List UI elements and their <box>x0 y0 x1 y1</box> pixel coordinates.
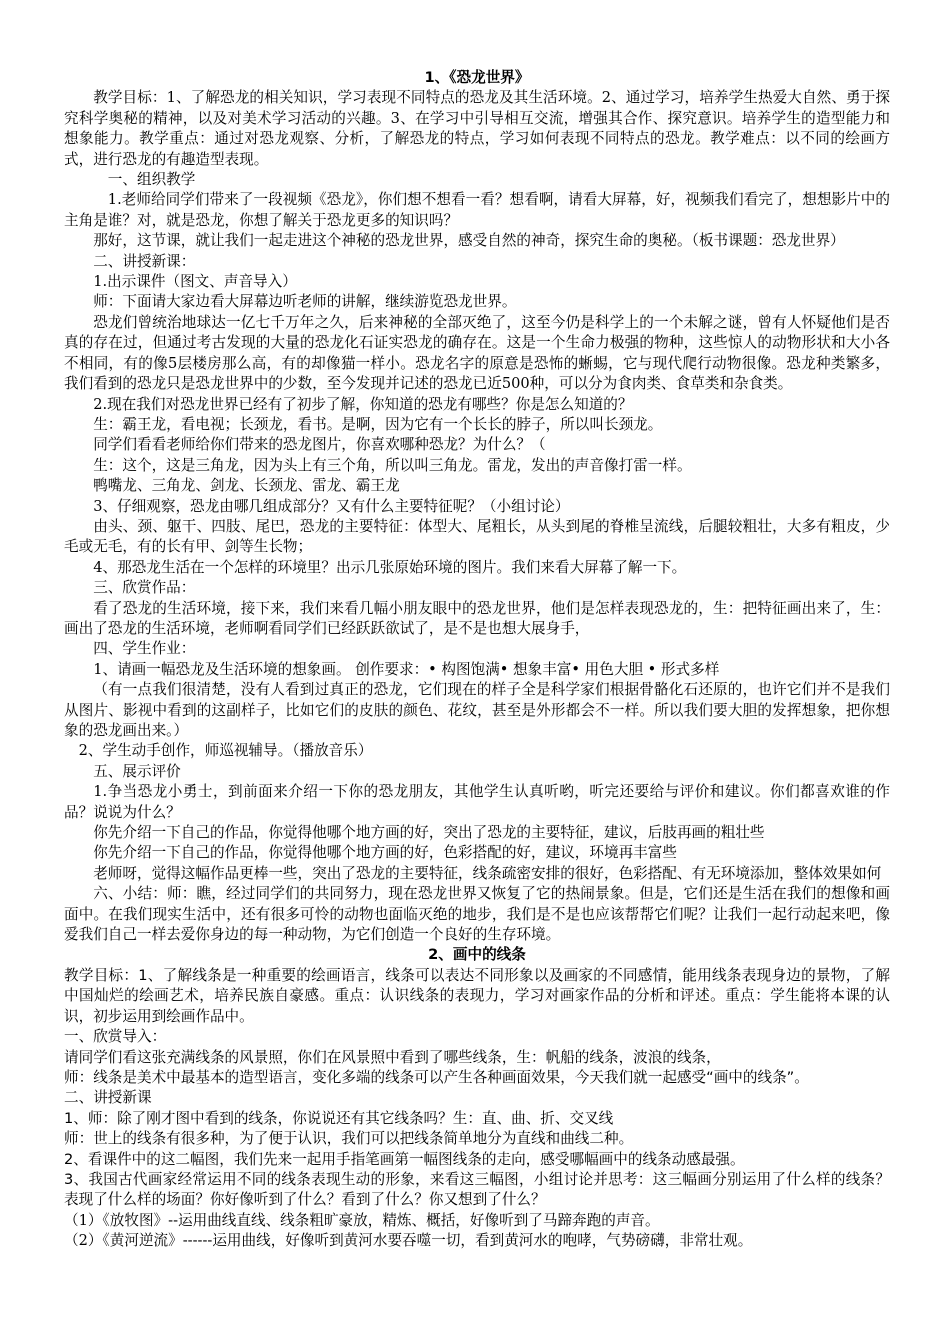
paragraph: （有一点我们很清楚，没有人看到过真正的恐龙，它们现在的样子全是科学家们根据骨骼化石还原的，也许它们并不是我们从图片、影视中看到的这副样子，比如它们的皮肤的颜色、花纹，甚至是外形都会不一样。所以我们要大胆的发挥想象，把你想象的恐龙画出来。） <box>64 681 890 739</box>
paragraph: 3、仔细观察，恐龙由哪几组成部分？又有什么主要特征呢？（小组讨论） <box>93 497 570 515</box>
section-title: 2、画中的线条 <box>428 946 526 964</box>
section-title: 1、《恐龙世界》 <box>424 69 530 86</box>
teaching-objectives: 教学目标：1、了解恐龙的相关知识，学习表现不同特点的恐龙及其生活环境。2、通过学习，培养学生热爱大自然、勇于探究科学奥秘的精神，以及对美术学习活动的兴趣。3、在学习中引导相互交流，增强其合作、探究意识。培养学生的造型能力和想象能力。教学重点：通过对恐龙观察、分析，了解恐龙的特点，学习如何表现不同特点的恐龙。教学难点：以不同的绘画方式，进行恐龙的有趣造型表现。 <box>64 89 890 168</box>
paragraph: 1、师：除了刚才图中看到的线条，你说说还有其它线条吗？生：直、曲、折、交叉线 <box>64 1109 614 1127</box>
paragraph: 4、那恐龙生活在一个怎样的环境里？出示几张原始环境的图片。我们来看大屏幕了解一下。 <box>93 558 687 576</box>
paragraph: 你先介绍一下自己的作品，你觉得他哪个地方画的好，色彩搭配的好，建议，环境再丰富些 <box>93 844 677 862</box>
paragraph: 你先介绍一下自己的作品，你觉得他哪个地方画的好，突出了恐龙的主要特征，建议，后肢再画的粗壮些 <box>93 824 765 842</box>
paragraph: 请同学们看这张充满线条的风景照，你们在风景照中看到了哪些线条，生：帆船的线条，波浪的线条， <box>64 1048 721 1066</box>
list-item: （2）《黄河逆流》------运用曲线，好像听到黄河水要吞噬一切，看到黄河水的咆哮，气势磅礴，非常壮观。 <box>64 1232 753 1250</box>
paragraph: 师：下面请大家边看大屏幕边听老师的讲解，继续游览恐龙世界。 <box>93 293 517 311</box>
teaching-objectives: 教学目标：1、了解线条是一种重要的绘画语言，线条可以表达不同形象以及画家的不同感情，能用线条表现身边的景物，了解中国灿烂的绘画艺术，培养民族自豪感。重点：认识线条的表现力，学习对画家作品的分析和评述。重点：学生能将本课的认识，初步运用到绘画作品中。 <box>64 966 890 1025</box>
list-item: （1）《放牧图》--运用曲线直线、线条粗旷豪放，精炼、概括，好像听到了马蹄奔跑的声音。 <box>64 1211 660 1229</box>
heading-intro: 一、欣赏导入： <box>64 1028 167 1046</box>
paragraph: 师：世上的线条有很多种，为了便于认识，我们可以把线条简单地分为直线和曲线二种。 <box>64 1130 634 1148</box>
paragraph: 由头、颈、躯干、四肢、尾巴，恐龙的主要特征：体型大、尾粗长，从头到尾的脊椎呈流线，后腿较粗壮，大多有粗皮，少毛或无毛，有的长有甲、剑等生长物； <box>64 517 890 556</box>
paragraph: 看了恐龙的生活环境，接下来，我们来看几幅小朋友眼中的恐龙世界，他们是怎样表现恐龙的，生：把特征画出来了，生：画出了恐龙的生活环境，老师啊看同学们已经跃跃欲试了，是不是也想大展身手， <box>64 599 890 637</box>
heading-organize: 一、组织教学 <box>107 171 196 189</box>
paragraph: 老师呀，觉得这幅作品更棒一些，突出了恐龙的主要特征，线条疏密安排的很好，色彩搭配、有无环境添加，整体效果如何 <box>93 864 882 882</box>
paragraph: 生：霸王龙，看电视；长颈龙，看书。是啊，因为它有一个长长的脖子，所以叫长颈龙。 <box>93 415 663 433</box>
paragraph: 1.老师给同学们带来了一段视频《恐龙》，你们想不想看一看？想看啊，请看大屏幕，好，视频我们看完了，想想影片中的主角是谁？对，就是恐龙，你想了解关于恐龙更多的知识吗？ <box>64 191 890 229</box>
paragraph: 2.现在我们对恐龙世界已经有了初步了解，你知道的恐龙有哪些？你是怎么知道的？ <box>93 395 633 413</box>
paragraph: 鸭嘴龙、三角龙、剑龙、长颈龙、雷龙、霸王龙 <box>93 477 400 495</box>
paragraph: 生：这个，这是三角龙，因为头上有三个角，所以叫三角龙。雷龙，发出的声音像打雷一样。 <box>93 456 692 474</box>
paragraph: 同学们看看老师给你们带来的恐龙图片，你喜欢哪种恐龙？为什么？（ <box>93 436 546 454</box>
paragraph: 2、学生动手创作，师巡视辅导。（播放音乐） <box>78 742 373 760</box>
heading-evaluation: 五、展示评价 <box>93 762 181 780</box>
section-dinosaur-world <box>64 68 890 945</box>
paragraph: 那好，这节课，就让我们一起走进这个神秘的恐龙世界，感受自然的神奇，探究生命的奥秘。（板书课题：恐龙世界） <box>93 232 845 250</box>
paragraph: 恐龙们曾统治地球达一亿七千万年之久，后来神秘的全部灭绝了，这至今仍是科学上的一个未解之谜，曾有人怀疑他们是否真的存在过，但通过考古发现的大量的恐龙化石证实恐龙的确存在。这是一个生命力极强的物种，这些惊人的动物形状和大小各不相同，有的像5层楼房那么高，有的却像猫一样小。恐龙名字的原意是恐怖的蜥蜴，它与现代爬行动物很像。恐龙种类繁多，我们看到的恐龙只是恐龙世界中的少数，至今发现并记述的恐龙已近500种，可以分为食肉类、食草类和杂食类。 <box>64 313 890 393</box>
paragraph: 1.出示课件（图文、声音导入） <box>93 273 297 291</box>
paragraph: 2、看课件中的这二幅图，我们先来一起用手指笔画第一幅图线条的走向，感受哪幅画中的线条动感最强。 <box>64 1150 745 1168</box>
heading-new-lesson: 二、讲授新课 <box>64 1089 152 1107</box>
document-page <box>64 68 890 1252</box>
paragraph: 1、请画一幅恐龙及生活环境的想象画。 创作要求：• 构图饱满• 想象丰富• 用色大胆 • 形式多样 <box>93 660 720 678</box>
heading-new-lesson: 二、讲授新课： <box>93 252 196 270</box>
heading-homework: 四、学生作业： <box>93 640 196 658</box>
heading-appreciate: 三、欣赏作品： <box>93 579 196 597</box>
paragraph: 3、我国古代画家经常运用不同的线条表现生动的形象，来看这三幅图，小组讨论并思考：这三幅画分别运用了什么样的线条？表现了什么样的场面？你好像听到了什么？看到了什么？你又想到了什么？ <box>64 1170 890 1209</box>
paragraph: 1.争当恐龙小勇士，到前面来介绍一下你的恐龙朋友，其他学生认真听哟，听完还要给与评价和建议。你们都喜欢谁的作品？说说为什么？ <box>64 783 890 821</box>
section-lines-in-painting <box>64 945 890 1251</box>
summary: 六、小结：师：瞧，经过同学们的共同努力，现在恐龙世界又恢复了它的热闹景象。但是，它们还是生活在我们的想像和画面中。在我们现实生活中，还有很多可怜的动物也面临灭绝的地步，我们是不是也应该帮帮它们呢？让我们一起行动起来吧，像爱我们自己一样去爱你身边的每一种动物，为它们创造一个良好的生存环境。 <box>64 885 890 944</box>
paragraph: 师：线条是美术中最基本的造型语言，变化多端的线条可以产生各种画面效果，今天我们就一起感受“画中的线条”。 <box>64 1068 809 1086</box>
